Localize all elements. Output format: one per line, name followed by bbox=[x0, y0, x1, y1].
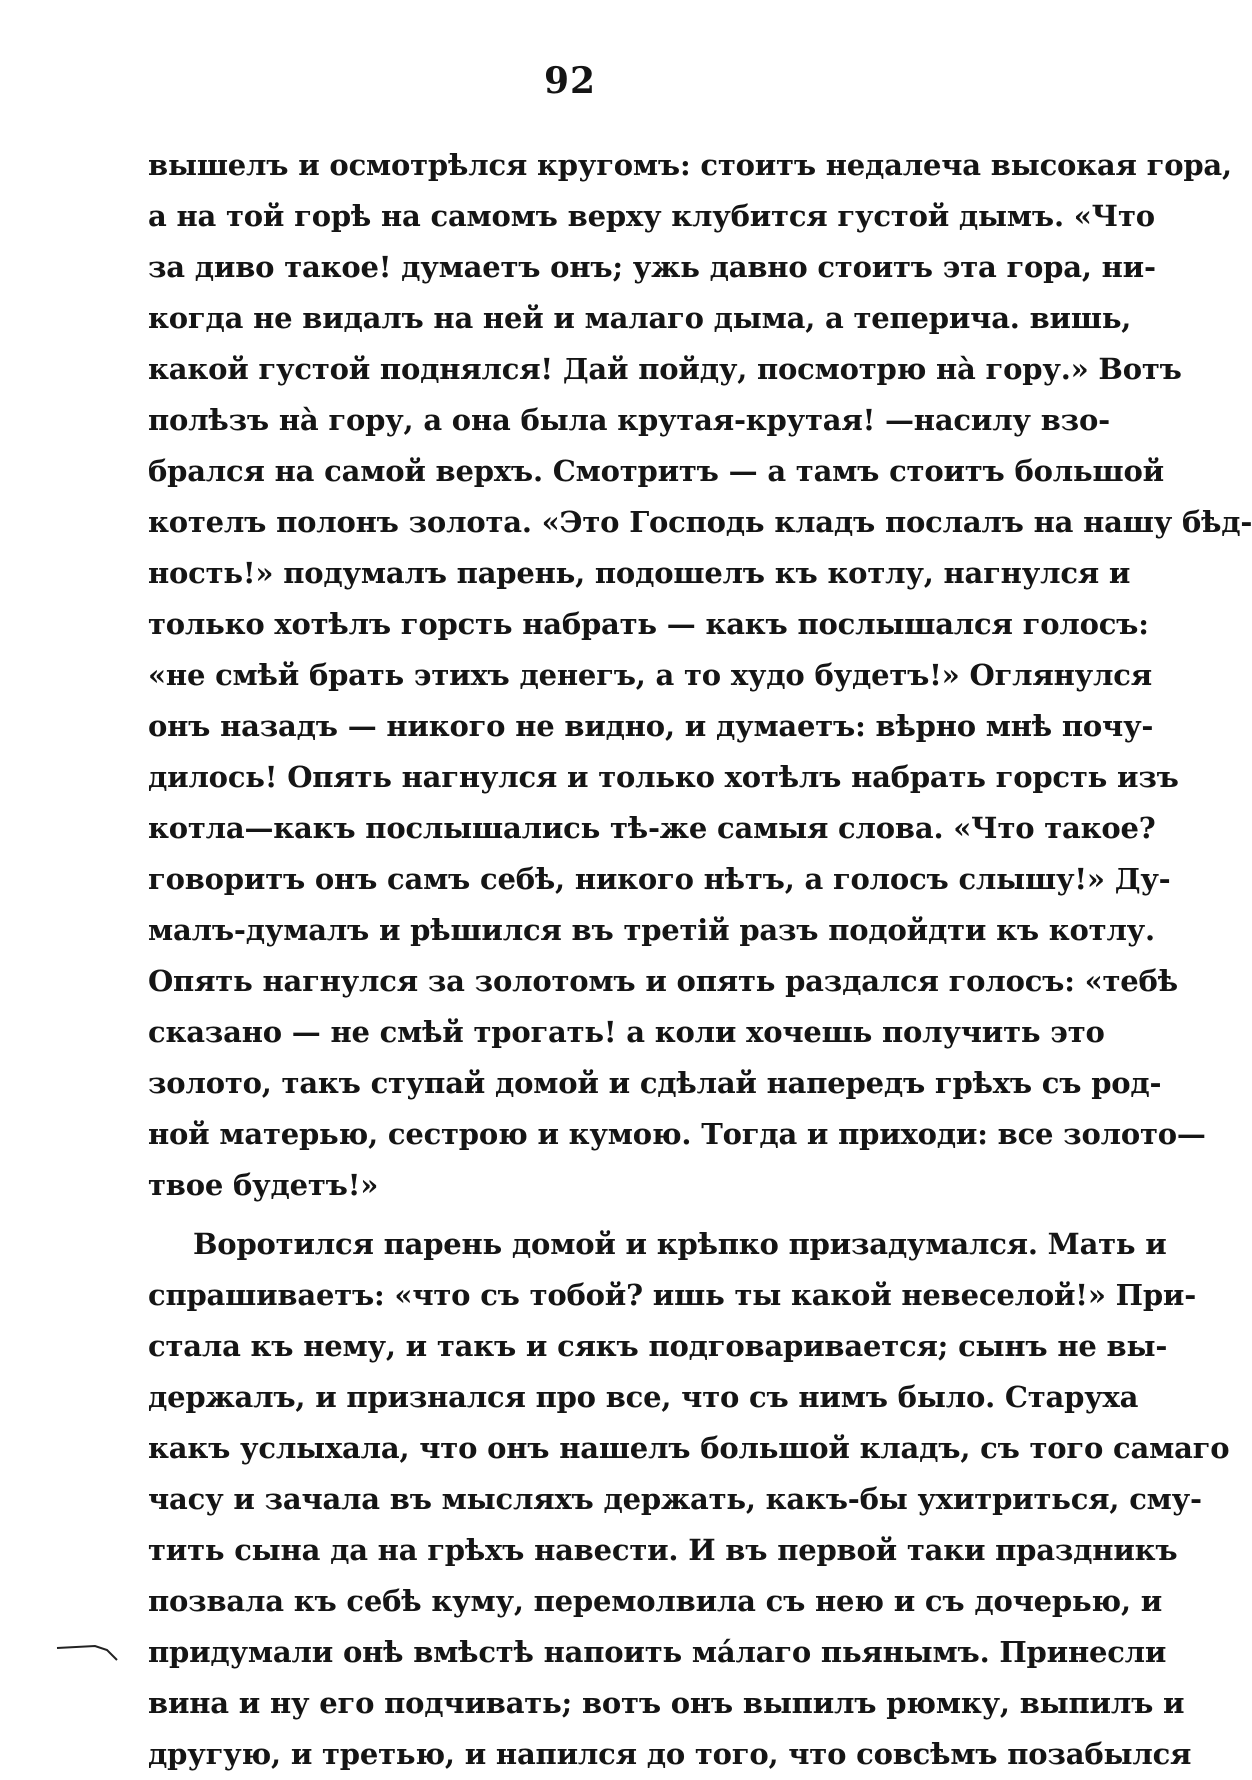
text-line: брался на самой верхъ. Смотритъ — а тамъ стоитъ большой bbox=[148, 454, 1164, 488]
text-line: только хотѣлъ горсть набрать — какъ послышался голосъ: bbox=[148, 607, 1149, 641]
text-line: котелъ полонъ золота. «Это Господь кладъ послалъ на нашу бѣд- bbox=[148, 505, 1252, 539]
text-line: часу и зачала въ мысляхъ держать, какъ-бы ухитриться, сму- bbox=[148, 1482, 1202, 1516]
text-line: полѣзъ нà гору, а она была крутая-крутая! —насилу взо- bbox=[148, 403, 1110, 437]
text-line: золото, такъ ступай домой и сдѣлай напередъ грѣхъ съ род- bbox=[148, 1066, 1162, 1100]
text-line: вина и ну его подчивать; вотъ онъ выпилъ рюмку, выпилъ и bbox=[148, 1686, 1185, 1720]
text-line: Воротился парень домой и крѣпко призадумался. Мать и bbox=[193, 1227, 1167, 1261]
text-line: дилось! Опять нагнулся и только хотѣлъ набрать горсть изъ bbox=[148, 760, 1179, 794]
text-line: «не смѣй брать этихъ денегъ, а то худо будетъ!» Оглянулся bbox=[148, 658, 1152, 692]
text-line: Опять нагнулся за золотомъ и опять раздался голосъ: «тебѣ bbox=[148, 964, 1178, 998]
paragraph bbox=[148, 1219, 1230, 1780]
text-line: держалъ, и признался про все, что съ нимъ было. Старуха bbox=[148, 1380, 1139, 1414]
text-line: а на той горѣ на самомъ верху клубится густой дымъ. «Что bbox=[148, 199, 1155, 233]
body-text bbox=[148, 140, 1252, 1780]
text-line: придумали онѣ вмѣстѣ напоить мáлаго пьянымъ. Принесли bbox=[148, 1635, 1167, 1669]
page-number: 92 bbox=[543, 60, 597, 102]
text-line: ность!» подумалъ парень, подошелъ къ котлу, нагнулся и bbox=[148, 556, 1131, 590]
text-line: когда не видалъ на ней и малаго дыма, а теперича. вишь, bbox=[148, 301, 1132, 335]
text-line: твое будетъ!» bbox=[148, 1168, 379, 1202]
text-line: какой густой поднялся! Дай пойду, посмотрю нà гору.» Вотъ bbox=[148, 352, 1182, 386]
text-line: сказано — не смѣй трогать! а коли хочешь получить это bbox=[148, 1015, 1105, 1049]
text-line: котла—какъ послышались тѣ-же самыя слова. «Что такое? bbox=[148, 811, 1156, 845]
text-line: онъ назадъ — никого не видно, и думаетъ: вѣрно мнѣ почу- bbox=[148, 709, 1154, 743]
text-line: ной матерью, сестрою и кумою. Тогда и приходи: все золото— bbox=[148, 1117, 1206, 1151]
text-line: вышелъ и осмотрѣлся кругомъ: стоитъ недалеча высокая гора, bbox=[148, 148, 1232, 182]
text-line: позвала къ себѣ куму, перемолвила съ нею и съ дочерью, и bbox=[148, 1584, 1163, 1618]
text-line: малъ-думалъ и рѣшился въ третій разъ подойдти къ котлу. bbox=[148, 913, 1155, 947]
text-line: спрашиваетъ: «что съ тобой? ишь ты какой невеселой!» При- bbox=[148, 1278, 1197, 1312]
scan-artifact bbox=[55, 1640, 135, 1664]
text-line: какъ услыхала, что онъ нашелъ большой кладъ, съ того самаго bbox=[148, 1431, 1230, 1465]
paragraph bbox=[148, 140, 1252, 1211]
text-line: тить сына да на грѣхъ навести. И въ первой таки праздникъ bbox=[148, 1533, 1178, 1567]
text-line: другую, и третью, и напился до того, что совсѣмъ позабылся bbox=[148, 1737, 1192, 1771]
text-line: за диво такое! думаетъ онъ; ужь давно стоитъ эта гора, ни- bbox=[148, 250, 1156, 284]
paragraph-gap bbox=[148, 1211, 1013, 1219]
text-line: говоритъ онъ самъ себѣ, никого нѣтъ, а голосъ слышу!» Ду- bbox=[148, 862, 1171, 896]
text-line: стала къ нему, и такъ и сякъ подговаривается; сынъ не вы- bbox=[148, 1329, 1168, 1363]
scan-artifact-mark bbox=[55, 1640, 135, 1664]
